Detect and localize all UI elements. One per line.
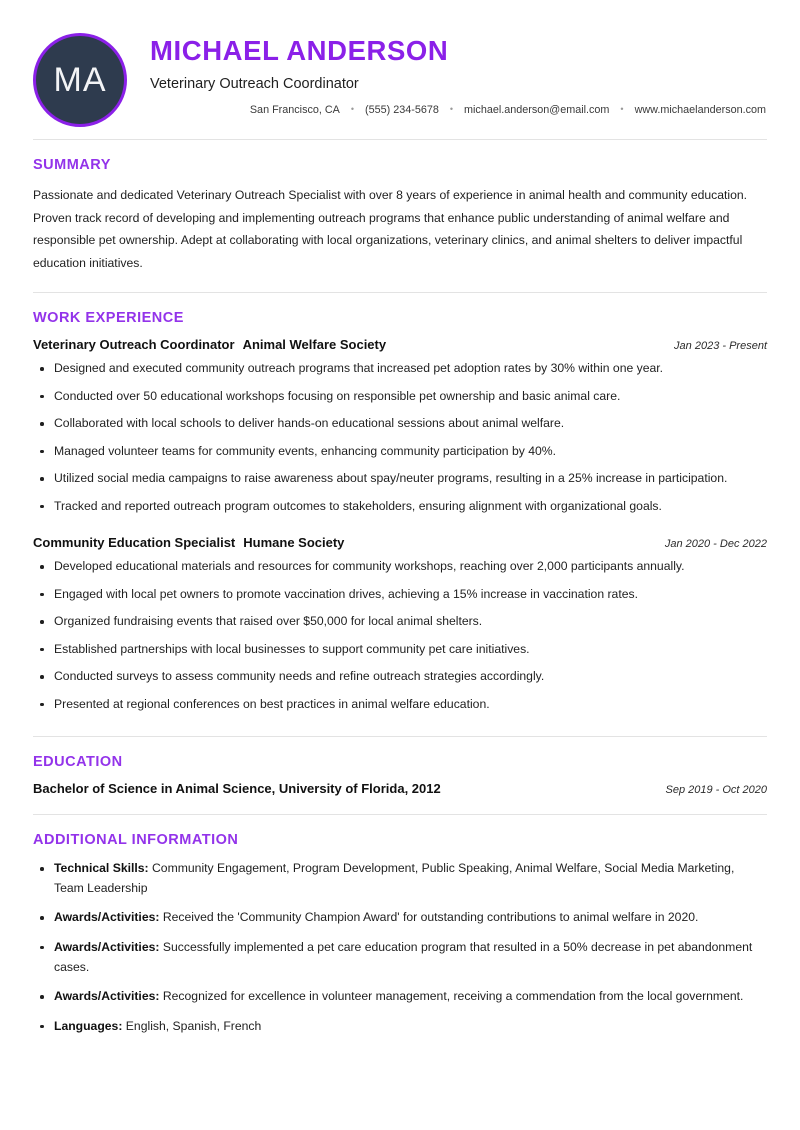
additional-information-label: Technical Skills:	[54, 861, 149, 876]
additional-information-value: Received the 'Community Champion Award' for outstanding contributions to animal welfare in 2020.	[162, 910, 699, 925]
work-experience-date: Jan 2020 - Dec 2022	[664, 538, 767, 551]
work-experience-entry-head	[33, 337, 767, 352]
additional-information-item	[33, 859, 767, 898]
additional-information-value: Community Engagement, Program Development, Public Speaking, Animal Welfare, Social Media Marketing, Team Leadership	[54, 861, 735, 895]
section-heading-additional-information: ADDITIONAL INFORMATION	[33, 832, 239, 849]
candidate-job-title: Veterinary Outreach Coordinator	[150, 75, 359, 92]
additional-information-value: Successfully implemented a pet care education program that resulted in a 50% decrease in pet abandonment cases.	[54, 939, 753, 974]
section-additional-information	[33, 815, 767, 1064]
work-experience-bullet: Developed educational materials and resources for community workshops, reaching over 2,000 participants annually.	[33, 557, 767, 577]
additional-information-label: Awards/Activities:	[54, 939, 160, 954]
section-work-experience	[33, 293, 767, 736]
contact-line	[150, 104, 767, 116]
work-experience-company: Humane Society	[243, 535, 345, 551]
work-experience-bullet: Conducted surveys to assess community needs and refine outreach strategies accordingly.	[33, 667, 767, 687]
work-experience-bullet: Managed volunteer teams for community events, enhancing community participation by 40%.	[33, 442, 767, 462]
summary-text: Passionate and dedicated Veterinary Outreach Specialist with over 8 years of experience in animal health and community education. Proven track record of developing and implementing outreach programs that enhance public understanding of animal welfare and responsible pet ownership. Adept at collaborating with local organizations, veterinary clinics, and animal shelters to deliver impactful education initiatives.	[33, 188, 748, 270]
work-experience-entry-head	[33, 535, 767, 550]
work-experience-bullet: Presented at regional conferences on best practices in animal welfare education.	[33, 695, 767, 715]
resume-header	[33, 0, 767, 139]
contact-separator-icon: •	[449, 103, 454, 114]
education-body	[33, 781, 767, 814]
section-heading-work-experience: WORK EXPERIENCE	[33, 310, 184, 327]
additional-information-label: Awards/Activities:	[54, 989, 160, 1004]
work-experience-title: Community Education Specialist	[33, 535, 236, 551]
section-heading-education: EDUCATION	[33, 754, 123, 771]
work-experience-bullet: Established partnerships with local businesses to support community pet care initiatives.	[33, 640, 767, 660]
additional-information-item	[33, 987, 767, 1007]
candidate-name: MICHAEL ANDERSON	[150, 35, 449, 66]
work-experience-bullets	[33, 359, 767, 516]
work-experience-date: Jan 2023 - Present	[674, 340, 767, 353]
work-experience-title: Veterinary Outreach Coordinator	[33, 337, 235, 353]
additional-information-body	[33, 859, 767, 1064]
contact-separator-icon: •	[620, 103, 624, 114]
additional-information-item	[33, 1017, 767, 1037]
work-experience-bullet: Tracked and reported outreach program outcomes to stakeholders, ensuring alignment with organizational goals.	[33, 497, 767, 517]
work-experience-bullet: Utilized social media campaigns to raise awareness about spay/neuter programs, resulting in a 25% increase in participation.	[33, 469, 767, 489]
contact-separator-icon: •	[350, 103, 355, 114]
work-experience-body	[33, 337, 767, 736]
section-heading-summary: SUMMARY	[33, 157, 111, 173]
work-experience-title-company	[33, 337, 386, 352]
work-experience-bullet: Collaborated with local schools to deliver hands-on educational sessions about animal welfare.	[33, 414, 767, 434]
work-experience-bullet: Engaged with local pet owners to promote vaccination drives, achieving a 15% increase in vaccination rates.	[33, 585, 767, 605]
additional-information-label: Languages:	[54, 1018, 123, 1033]
avatar-initials: MA	[53, 60, 107, 99]
section-summary	[33, 140, 767, 292]
avatar	[33, 33, 127, 127]
education-entry	[33, 781, 767, 796]
summary-body	[33, 184, 767, 292]
additional-information-value: English, Spanish, French	[125, 1018, 262, 1033]
additional-information-value: Recognized for excellence in volunteer management, receiving a commendation from the local government.	[162, 989, 744, 1004]
work-experience-bullet: Designed and executed community outreach programs that increased pet adoption rates by 30% within one year.	[33, 359, 767, 379]
contact-email[interactable]: michael.anderson@email.com	[464, 103, 610, 116]
work-experience-bullet: Organized fundraising events that raised over $50,000 for local animal shelters.	[33, 612, 767, 632]
contact-phone[interactable]: (555) 234-5678	[365, 103, 439, 116]
additional-information-list	[33, 859, 767, 1036]
additional-information-label: Awards/Activities:	[54, 910, 160, 925]
section-education	[33, 737, 767, 814]
additional-information-item	[33, 908, 767, 928]
work-experience-company: Animal Welfare Society	[242, 337, 387, 353]
education-date: Sep 2019 - Oct 2020	[665, 784, 767, 797]
work-experience-title-company	[33, 535, 344, 550]
work-experience-entry	[33, 535, 767, 714]
header-text-block	[127, 31, 767, 116]
education-degree: Bachelor of Science in Animal Science, University of Florida, 2012	[33, 781, 441, 797]
additional-information-item	[33, 938, 767, 977]
contact-location: San Francisco, CA	[249, 103, 340, 116]
work-experience-entry	[33, 337, 767, 516]
work-experience-bullets	[33, 557, 767, 714]
work-experience-bullet: Conducted over 50 educational workshops focusing on responsible pet ownership and basic animal care.	[33, 387, 767, 407]
contact-website[interactable]: www.michaelanderson.com	[634, 103, 766, 116]
